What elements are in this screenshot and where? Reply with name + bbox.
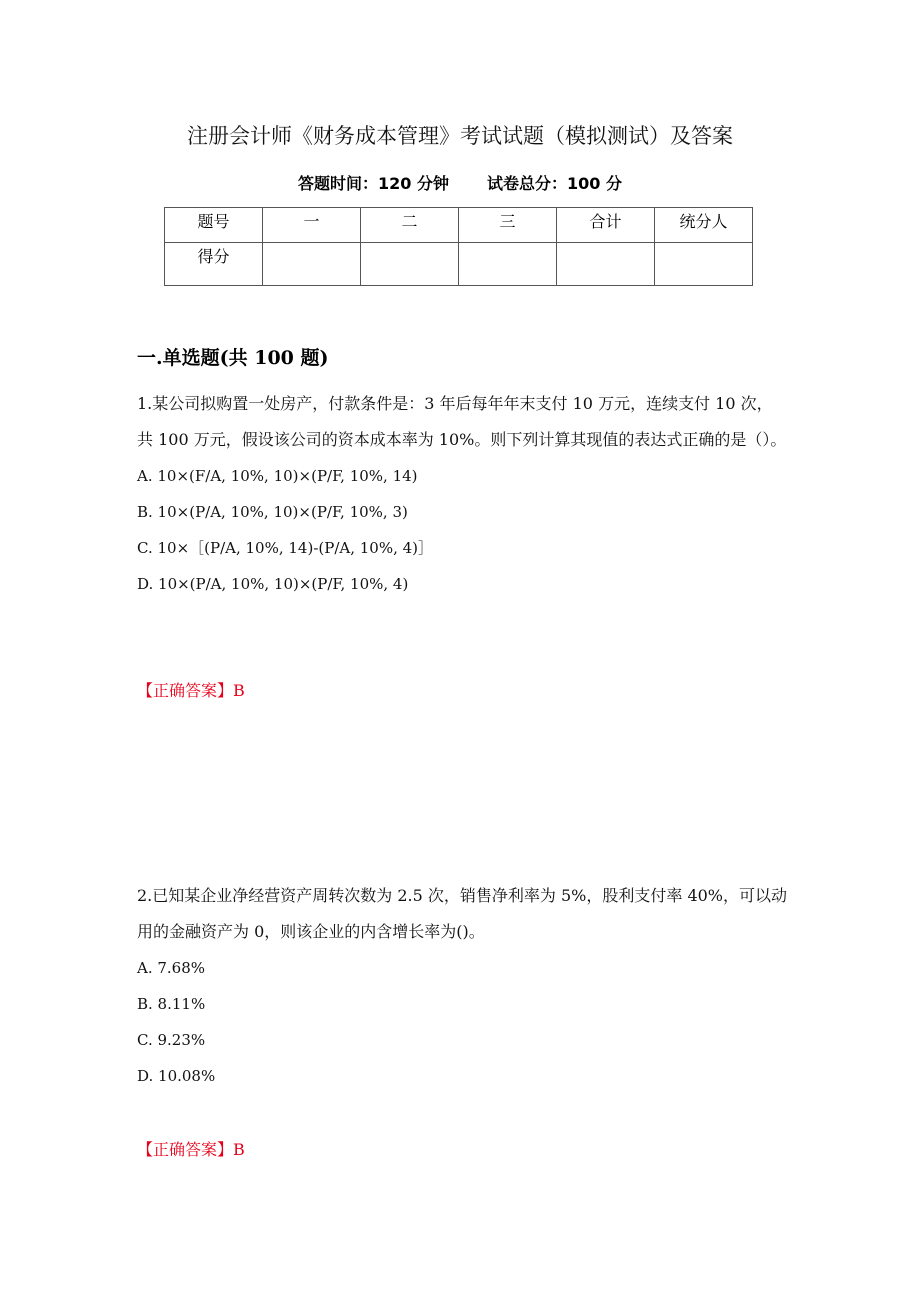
option-d: D. 10.08% — [137, 1067, 216, 1085]
score-table-header-cell: 三 — [459, 208, 557, 243]
option-c: C. 9.23% — [137, 1031, 206, 1049]
exam-info — [0, 172, 920, 196]
score-table-header-cell: 合计 — [557, 208, 655, 243]
score-table-score-row — [165, 243, 753, 286]
option-d: D. 10×(P/A, 10%, 10)×(P/F, 10%, 4) — [137, 575, 409, 593]
correct-answer: 【正确答案】B — [137, 681, 245, 700]
option-b: B. 10×(P/A, 10%, 10)×(P/F, 10%, 3) — [137, 503, 408, 521]
score-table-header-row — [165, 208, 753, 243]
section-heading: 一.单选题(共 100 题) — [137, 347, 329, 369]
score-table-cell — [263, 243, 361, 286]
option-a: A. 7.68% — [137, 959, 206, 977]
score-table-header-cell: 二 — [361, 208, 459, 243]
score-table-header-cell: 题号 — [165, 208, 263, 243]
score-table-cell — [361, 243, 459, 286]
time-label: 答题时间：120 分钟 — [298, 174, 449, 193]
question-1 — [137, 386, 787, 602]
option-b: B. 8.11% — [137, 995, 206, 1013]
question-stem: 1.某公司拟购置一处房产，付款条件是：3 年后每年年末支付 10 万元，连续支付 10 次，共 100 万元，假设该公司的资本成本率为 10%。则下列计算其现值的表达式正确的是（）。 — [137, 394, 787, 449]
score-table-cell: 得分 — [165, 243, 263, 286]
question-2 — [137, 878, 787, 1094]
question-stem: 2.已知某企业净经营资产周转次数为 2.5 次，销售净利率为 5%，股利支付率 40%，可以动用的金融资产为 0，则该企业的内含增长率为()。 — [137, 886, 788, 941]
score-table — [164, 207, 753, 286]
score-table-header-cell: 统分人 — [655, 208, 753, 243]
score-table-header-cell: 一 — [263, 208, 361, 243]
total-score-label: 试卷总分：100 分 — [487, 174, 622, 193]
option-a: A. 10×(F/A, 10%, 10)×(P/F, 10%, 14) — [137, 467, 418, 485]
score-table-cell — [655, 243, 753, 286]
document-title: 注册会计师《财务成本管理》考试试题（模拟测试）及答案 — [187, 124, 733, 148]
score-table-cell — [557, 243, 655, 286]
correct-answer: 【正确答案】B — [137, 1140, 245, 1159]
score-table-cell — [459, 243, 557, 286]
option-c: C. 10×［(P/A, 10%, 14)-(P/A, 10%, 4)］ — [137, 539, 434, 557]
